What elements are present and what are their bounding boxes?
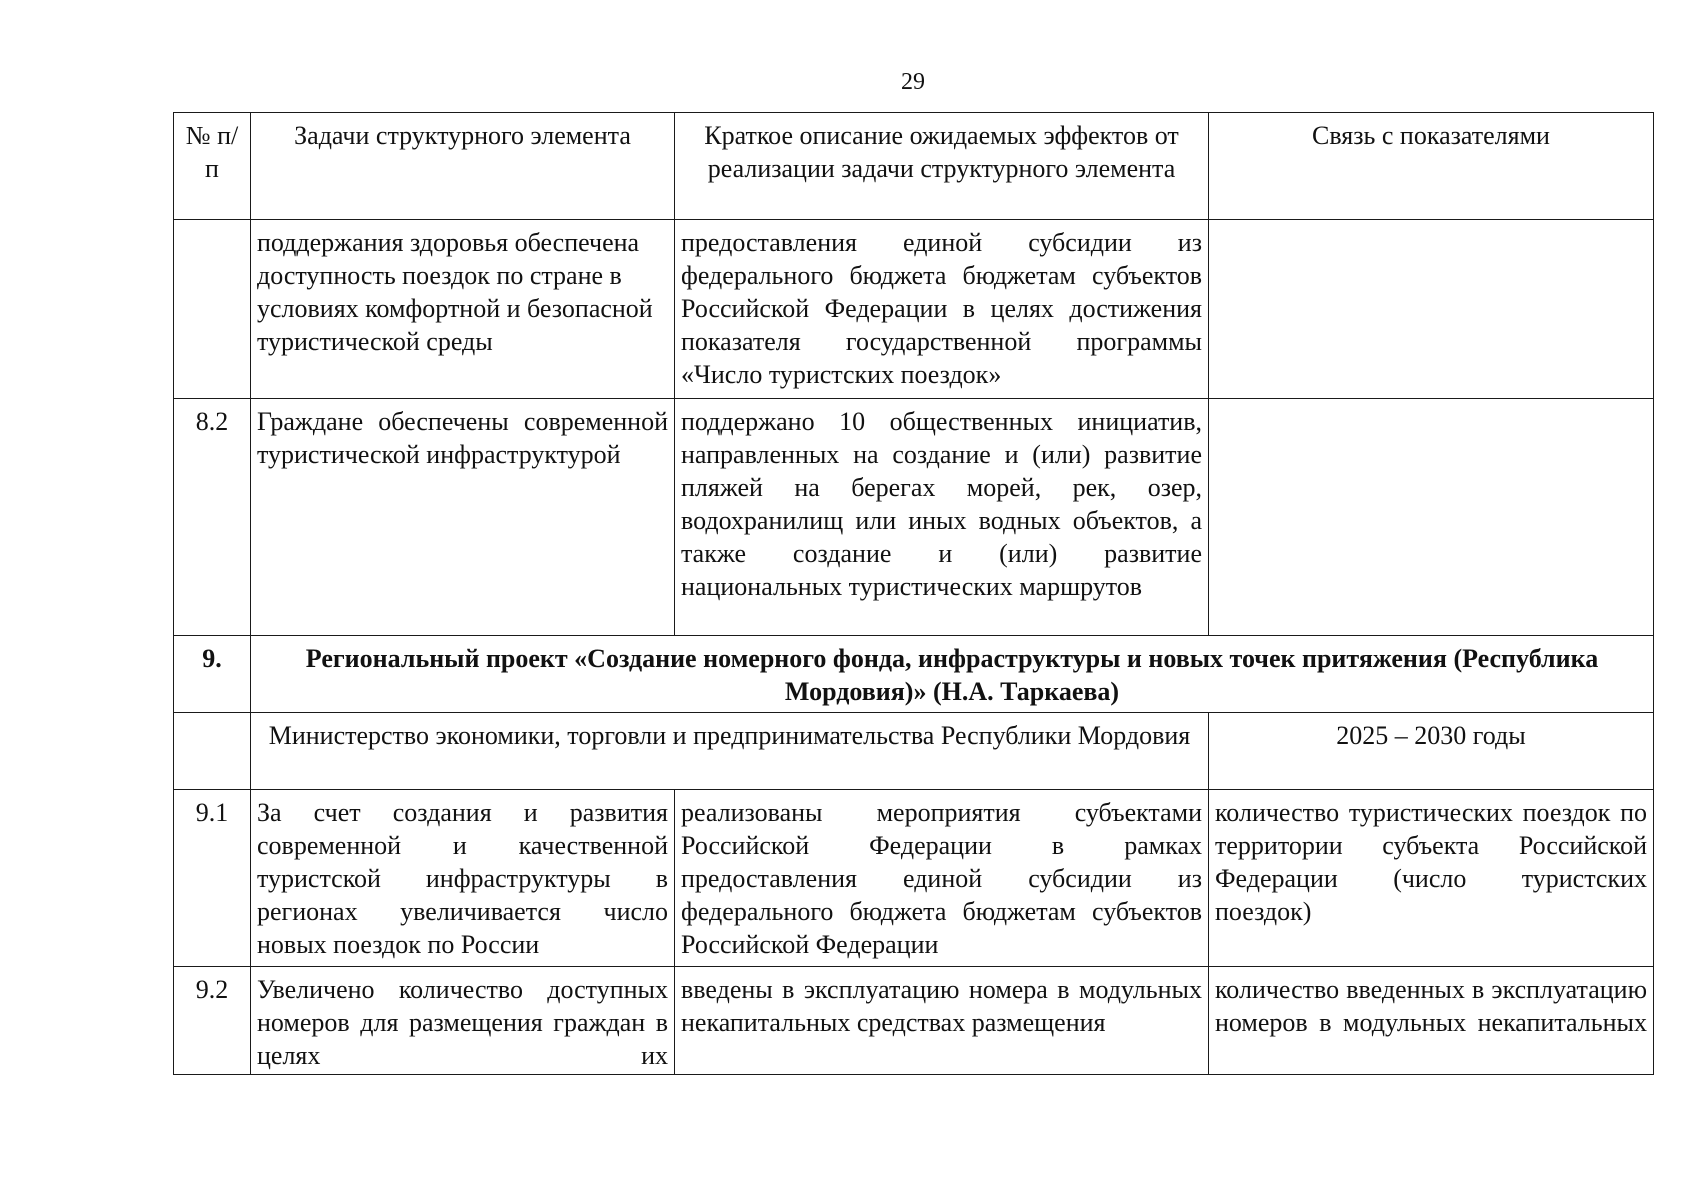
section-num: 9. xyxy=(174,636,251,713)
cell-link: количество туристических поездок по территории субъекта Российской Федерации (число туристских поездок) xyxy=(1209,790,1654,967)
table-row xyxy=(174,790,1654,967)
cell-num: 9.2 xyxy=(174,967,251,1075)
cell-link xyxy=(1209,220,1654,399)
page-number: 29 xyxy=(901,69,925,95)
cell-num xyxy=(174,713,251,790)
cell-num: 9.1 xyxy=(174,790,251,967)
header-desc: Краткое описание ожидаемых эффектов от реализации задачи структурного элемента xyxy=(675,113,1209,220)
cell-task: Граждане обеспечены современной туристической инфраструктурой xyxy=(251,399,675,636)
cell-num: 8.2 xyxy=(174,399,251,636)
cell-task: За счет создания и развития современной и качественной туристской инфраструктуры в регионах увеличивается число новых поездок по России xyxy=(251,790,675,967)
table-row xyxy=(174,220,1654,399)
ministry-period: 2025 – 2030 годы xyxy=(1209,713,1654,790)
table-header-row xyxy=(174,113,1654,220)
ministry-row xyxy=(174,713,1654,790)
cell-task: Увеличено количество доступных номеров для размещения граждан в целях их xyxy=(251,967,675,1075)
table-row xyxy=(174,967,1654,1075)
header-num: № п/п xyxy=(174,113,251,220)
cell-link xyxy=(1209,399,1654,636)
cell-desc: реализованы мероприятия субъектами Российской Федерации в рамках предоставления единой субсидии из федерального бюджета бюджетам субъектов Российской Федерации xyxy=(675,790,1209,967)
header-task: Задачи структурного элемента xyxy=(251,113,675,220)
cell-desc: предоставления единой субсидии из федерального бюджета бюджетам субъектов Российской Федерации в целях достижения показателя государственной программы «Число туристских поездок» xyxy=(675,220,1209,399)
section-row xyxy=(174,636,1654,713)
indicators-table xyxy=(173,112,1654,1075)
cell-num xyxy=(174,220,251,399)
section-title: Региональный проект «Создание номерного фонда, инфраструктуры и новых точек притяжения (Республика Мордовия)» (Н.А. Таркаева) xyxy=(251,636,1654,713)
table-row xyxy=(174,399,1654,636)
cell-desc: введены в эксплуатацию номера в модульных некапитальных средствах размещения xyxy=(675,967,1209,1075)
cell-desc: поддержано 10 общественных инициатив, направленных на создание и (или) развитие пляжей на берегах морей, рек, озер, водохранилищ или иных водных объектов, а также создание и (или) развитие национальных туристических маршрутов xyxy=(675,399,1209,636)
ministry-name: Министерство экономики, торговли и предпринимательства Республики Мордовия xyxy=(251,713,1209,790)
header-link: Связь с показателями xyxy=(1209,113,1654,220)
cell-task: поддержания здоровья обеспечена доступность поездок по стране в условиях комфортной и безопасной туристической среды xyxy=(251,220,675,399)
cell-link: количество введенных в эксплуатацию номеров в модульных некапитальных xyxy=(1209,967,1654,1075)
